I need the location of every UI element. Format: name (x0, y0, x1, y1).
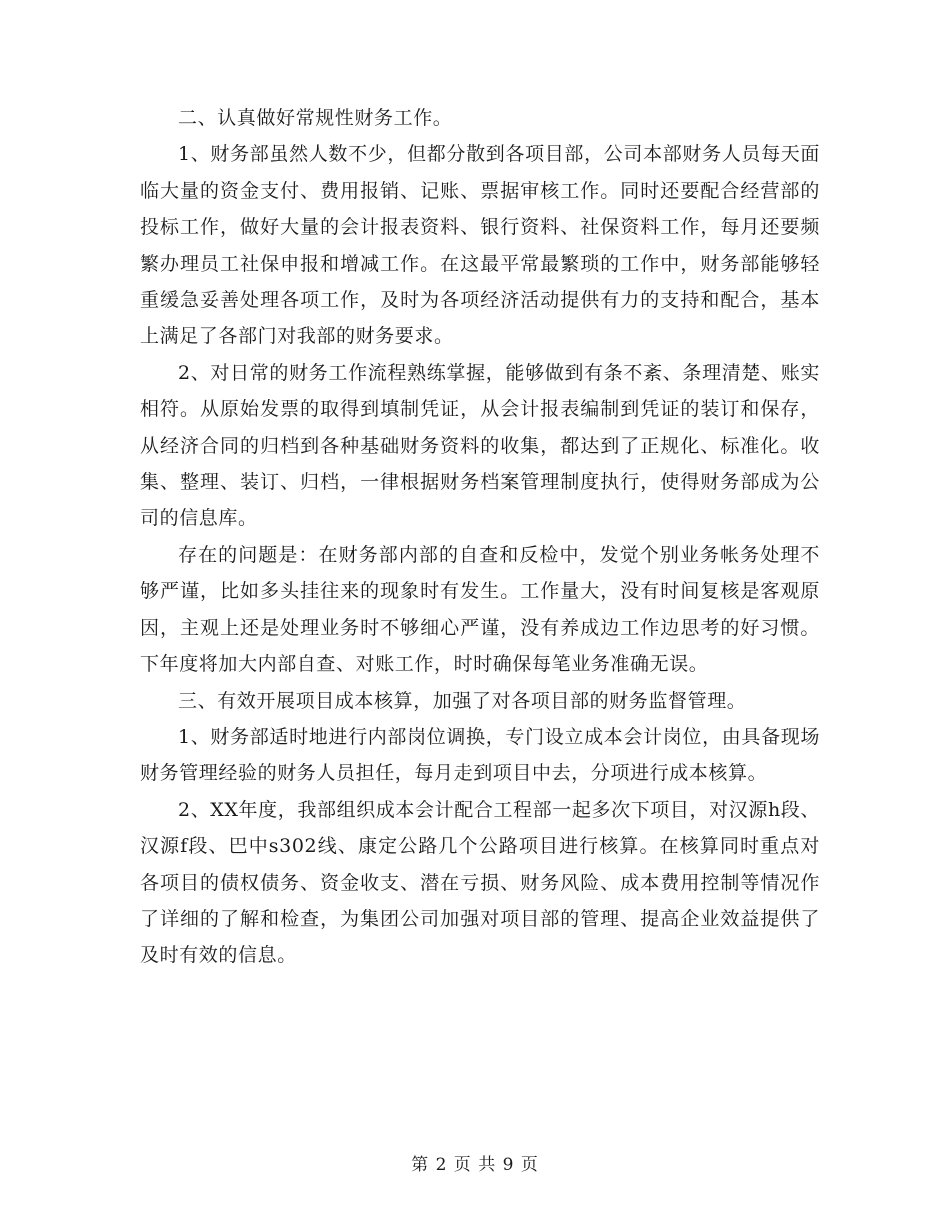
document-body (140, 100, 820, 974)
paragraph-item-2: 2、对日常的财务工作流程熟练掌握，能够做到有条不紊、条理清楚、账实相符。从原始发票的取得到填制凭证，从会计报表编制到凭证的装订和保存，从经济合同的归档到各种基础财务资料的收集，都达到了正规化、标准化。收集、整理、装订、归档，一律根据财务档案管理制度执行，使得财务部成为公司的信息库。 (140, 361, 820, 530)
section-heading-3: 三、有效开展项目成本核算，加强了对各项目部的财务监督管理。 (178, 689, 747, 712)
paragraph-item-3-1: 1、财务部适时地进行内部岗位调换，专门设立成本会计岗位，由具备现场财务管理经验的财务人员担任，每月走到项目中去，分项进行成本核算。 (140, 725, 820, 785)
page-footer: 第 2 页 共 9 页 (411, 1155, 539, 1175)
paragraph-item-1: 1、财务部虽然人数不少，但都分散到各项目部，公司本部财务人员每天面临大量的资金支付、费用报销、记账、票据审核工作。同时还要配合经营部的投标工作，做好大量的会计报表资料、银行资料、社保资料工作，每月还要频繁办理员工社保申报和增减工作。在这最平常最繁琐的工作中，财务部能够轻重缓急妥善处理各项工作，及时为各项经济活动提供有力的支持和配合，基本上满足了各部门对我部的财务要求。 (140, 143, 820, 348)
section-heading-2: 二、认真做好常规性财务工作。 (178, 107, 453, 129)
paragraph-item-3-2: 2、XX年度，我部组织成本会计配合工程部一起多次下项目，对汉源h段、汉源f段、巴中s302线、康定公路几个公路项目进行核算。在核算同时重点对各项目的债权债务、资金收支、潜在亏损、财务风险、成本费用控制等情况作了详细的了解和检查，为集团公司加强对项目部的管理、提高企业效益提供了及时有效的信息。 (140, 798, 820, 967)
paragraph-issues: 存在的问题是：在财务部内部的自查和反检中，发觉个别业务帐务处理不够严谨，比如多头挂往来的现象时有发生。工作量大，没有时间复核是客观原因，主观上还是处理业务时不够细心严谨，没有养成边工作边思考的好习惯。下年度将加大内部自查、对账工作，时时确保每笔业务准确无误。 (140, 543, 820, 676)
